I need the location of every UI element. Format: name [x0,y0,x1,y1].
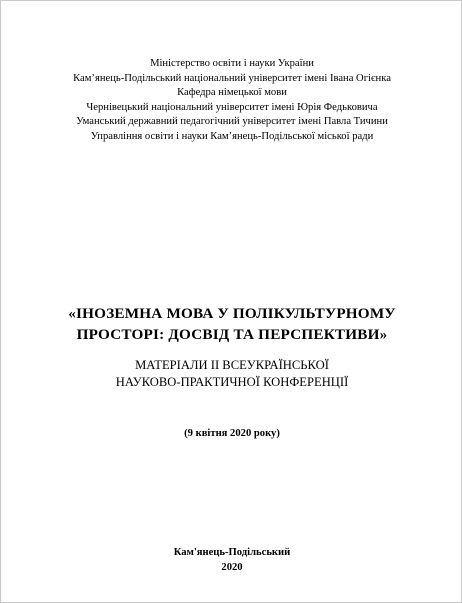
document-subtitle [1,357,462,391]
organization-line: Уманський державний педагогічний університет імені Павла Тичини [76,116,388,128]
organization-line: Міністерство освіти і науки України [150,58,314,69]
subtitle-line-1: МАТЕРІАЛИ ІІ ВСЕУКРАЇНСЬКОЇ [135,358,329,372]
publication-year: 2020 [221,562,243,573]
organization-line: Кафедра німецької мови [177,87,287,99]
subtitle-line-2: НАУКОВО-ПРАКТИЧНОЇ КОНФЕРЕНЦІЇ [115,375,349,389]
organizations-block [1,57,462,145]
organization-line: Управління освіти і науки Кам’янець-Подільської міської ради [90,130,374,142]
organization-line: Чернівецький національний університет імені Юрія Федьковича [86,101,378,113]
title-line-1: «ІНОЗЕМНА МОВА У ПОЛІКУЛЬТУРНОМУ [68,305,396,322]
conference-date: (9 квітня 2020 року) [184,428,280,439]
organization-line: Кам’янець-Подільський національний університет імені Івана Огієнка [73,72,391,84]
publication-place [1,545,462,575]
document-title [1,303,462,345]
publication-city: Кам'янець-Подільський [173,547,291,558]
title-line-2: ПРОСТОРІ: ДОСВІД ТА ПЕРСПЕКТИВИ» [76,326,388,343]
